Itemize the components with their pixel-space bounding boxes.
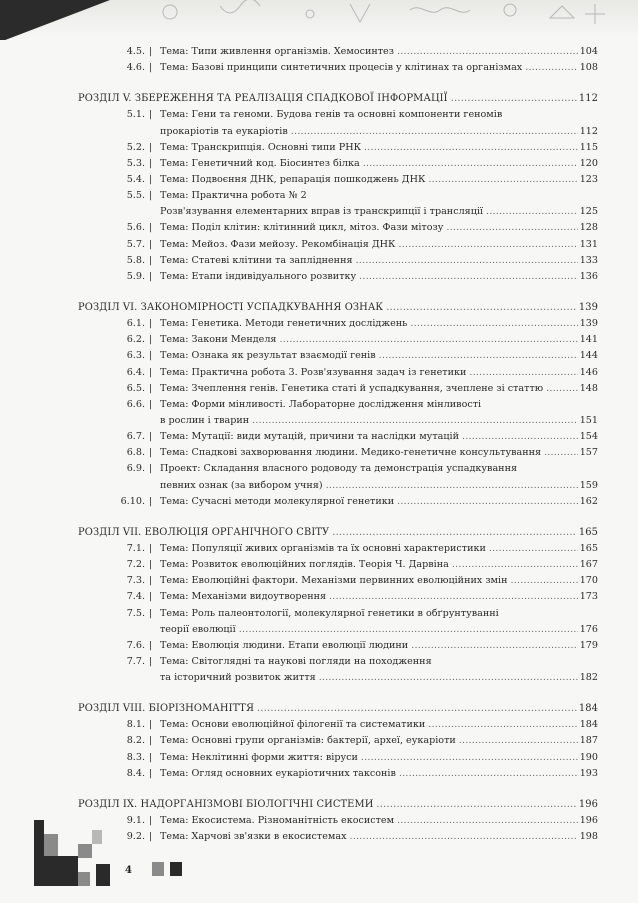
- toc-entry-title: Тема: Ознака як результат взаємодії генів: [160, 350, 376, 362]
- separator-bar: |: [149, 831, 153, 843]
- toc-page-number: 112: [578, 93, 598, 105]
- toc-entry-title: Тема: Огляд основних еукаріотичних таксонів: [160, 767, 396, 779]
- toc-entry-title: в рослин і тварин: [160, 414, 250, 426]
- toc-page-number: 141: [579, 334, 598, 346]
- toc-entry[interactable]: [78, 269, 598, 285]
- toc-entry-title: Тема: Популяції живих організмів та їх основні характеристики: [160, 542, 486, 554]
- toc-page-number: 165: [578, 526, 598, 538]
- toc-entry-line: [160, 606, 598, 622]
- toc-entry[interactable]: [78, 541, 598, 557]
- toc-entry-line: [160, 107, 598, 123]
- toc-page-number: 108: [579, 62, 598, 74]
- toc-entry-line: [78, 797, 598, 813]
- toc-page-number: 148: [579, 382, 598, 394]
- toc-page-number: 146: [579, 366, 598, 378]
- footer-block: [78, 872, 90, 886]
- toc-entry-continuation[interactable]: [78, 478, 598, 494]
- toc-entry-line: [160, 429, 598, 445]
- toc-entry-number: 6.1.: [126, 318, 145, 330]
- toc-entry[interactable]: [78, 348, 598, 364]
- footer-block: [170, 862, 182, 876]
- toc-entry-title: прокаріотів та еукаріотів: [160, 125, 288, 137]
- dot-leader: [546, 381, 578, 397]
- separator-bar: |: [149, 751, 153, 763]
- toc-entry-number: 8.3.: [126, 751, 145, 763]
- toc-entry-title: Тема: Роль палеонтології, молекулярної генетики в обґрунтуванні: [160, 607, 499, 619]
- footer-block: [92, 830, 102, 844]
- toc-entry-line: [160, 237, 598, 253]
- toc-entry[interactable]: [78, 557, 598, 573]
- toc-page-number: 115: [579, 141, 598, 153]
- toc-page-number: 123: [579, 173, 598, 185]
- toc-entry-title: Тема: Поділ клітин: клітинний цикл, мітоз. Фази мітозу: [160, 222, 444, 234]
- dot-leader: [239, 622, 578, 638]
- toc-page-number: 182: [579, 672, 598, 684]
- toc-entry-line: [160, 717, 598, 733]
- separator-bar: |: [149, 254, 153, 266]
- toc-page-number: 196: [578, 798, 598, 810]
- toc-entry-title: Тема: Еволюція людини. Етапи еволюції людини: [160, 639, 409, 651]
- toc-entry[interactable]: [78, 717, 598, 733]
- separator-bar: |: [149, 495, 153, 507]
- toc-entry-number: 6.2.: [126, 334, 145, 346]
- footer-block: [96, 864, 110, 886]
- separator-bar: |: [149, 350, 153, 362]
- toc-entry-line: [160, 573, 598, 589]
- toc-entry-number: 4.5.: [126, 46, 145, 57]
- toc-entry[interactable]: [78, 60, 598, 76]
- toc-entry-title: Тема: Генетичний код. Біосинтез білка: [160, 157, 360, 169]
- separator-bar: |: [149, 62, 153, 74]
- toc-section-heading[interactable]: [78, 701, 598, 717]
- toc-entry-line: [160, 478, 598, 494]
- toc-entry-line: [160, 172, 598, 188]
- separator-bar: |: [149, 157, 153, 169]
- toc-entry-line: [160, 445, 598, 461]
- toc-page-number: 187: [579, 735, 598, 747]
- separator-bar: |: [149, 318, 153, 330]
- separator-bar: |: [149, 398, 153, 410]
- toc-page-number: 120: [579, 157, 598, 169]
- toc-entry-number: 6.3.: [126, 350, 145, 362]
- toc-entry[interactable]: [78, 589, 598, 605]
- toc-page-number: 193: [579, 767, 598, 779]
- toc-entry[interactable]: [78, 332, 598, 348]
- dot-leader: [363, 156, 578, 172]
- decorative-header: [0, 0, 638, 40]
- separator-bar: |: [149, 270, 153, 282]
- dot-leader: [525, 60, 577, 76]
- toc-entry-number: 6.6.: [126, 398, 145, 410]
- toc-entry-number: 7.4.: [126, 591, 145, 603]
- toc-entry[interactable]: [78, 381, 598, 397]
- toc-entry-number: 5.1.: [126, 109, 145, 121]
- dot-leader: [452, 557, 578, 573]
- toc-entry-title: Тема: Гени та геноми. Будова генів та основні компоненти геномів: [160, 109, 503, 121]
- dot-leader: [376, 797, 576, 813]
- toc-page-number: 159: [579, 479, 598, 491]
- toc-entry[interactable]: [78, 750, 598, 766]
- dot-leader: [397, 494, 578, 510]
- dot-leader: [379, 348, 578, 364]
- page-number: 4: [125, 865, 132, 876]
- toc-page-number: 104: [579, 46, 598, 57]
- biology-doodles-icon: [130, 0, 630, 32]
- dot-leader: [361, 750, 578, 766]
- toc-entry[interactable]: [78, 638, 598, 654]
- toc-page-number: 136: [579, 270, 598, 282]
- dot-leader: [356, 253, 578, 269]
- toc-entry-line: [160, 220, 598, 236]
- toc-entry-title: Тема: Закони Менделя: [160, 334, 277, 346]
- dot-leader: [252, 413, 578, 429]
- toc-page-number: 157: [579, 447, 598, 459]
- toc-page-number: 131: [579, 238, 598, 250]
- toc-entry-number: 7.3.: [126, 575, 145, 587]
- toc-entry[interactable]: [78, 365, 598, 381]
- toc-entry-line: [160, 188, 598, 204]
- toc-entry-continuation[interactable]: [78, 124, 598, 140]
- toc-entry-number: 6.5.: [126, 382, 145, 394]
- toc-entry-line: [160, 44, 598, 60]
- toc-entry-title: Тема: Мейоз. Фази мейозу. Рекомбінація ДНК: [160, 238, 396, 250]
- dot-leader: [469, 365, 577, 381]
- dot-leader: [279, 332, 577, 348]
- toc-entry-number: 7.5.: [126, 607, 145, 619]
- toc-page-number: 151: [579, 414, 598, 426]
- toc-entry-line: [160, 541, 598, 557]
- toc-entry[interactable]: [78, 494, 598, 510]
- toc-entry-line: [160, 622, 598, 638]
- toc-entry-title: Тема: Статеві клітини та запліднення: [160, 254, 353, 266]
- toc-section-heading[interactable]: [78, 91, 598, 107]
- footer-block: [78, 844, 92, 858]
- toc-page-number: 139: [578, 301, 598, 313]
- toc-entry[interactable]: [78, 766, 598, 782]
- separator-bar: |: [149, 141, 153, 153]
- toc-entry-line: [78, 701, 598, 717]
- toc-entry-continuation[interactable]: [78, 204, 598, 220]
- toc-entry[interactable]: [78, 733, 598, 749]
- toc-page-number: 173: [579, 591, 598, 603]
- section-gap: [78, 782, 598, 797]
- toc-entry-line: [160, 766, 598, 782]
- toc-entry-number: 5.6.: [126, 222, 145, 234]
- toc-section-heading[interactable]: [78, 525, 598, 541]
- toc-entry-continuation[interactable]: [78, 670, 598, 686]
- separator-bar: |: [149, 767, 153, 779]
- toc-entry-line: [160, 269, 598, 285]
- dot-leader: [319, 670, 578, 686]
- separator-bar: |: [149, 382, 153, 394]
- toc-entry-line: [160, 670, 598, 686]
- toc-entry[interactable]: [78, 606, 598, 622]
- dot-leader: [329, 589, 578, 605]
- toc-entry-title: теорії еволюції: [160, 623, 236, 635]
- toc-entry-line: [160, 253, 598, 269]
- toc-entry-number: 7.2.: [126, 559, 145, 571]
- toc-entry[interactable]: [78, 156, 598, 172]
- toc-entry-title: Тема: Етапи індивідуального розвитку: [160, 270, 357, 282]
- dot-leader: [510, 573, 577, 589]
- toc-page-number: 198: [579, 831, 598, 843]
- toc-entry[interactable]: [78, 654, 598, 670]
- toc-entry[interactable]: [78, 44, 598, 60]
- dot-leader: [544, 445, 578, 461]
- toc-entry-title: Тема: Механізми видоутворення: [160, 591, 327, 603]
- separator-bar: |: [149, 334, 153, 346]
- toc-entry-line: [160, 733, 598, 749]
- dot-leader: [451, 91, 577, 107]
- toc-entry-title: Тема: Транскрипція. Основні типи РНК: [160, 141, 361, 153]
- toc-entry-number: 5.4.: [126, 173, 145, 185]
- dot-leader: [397, 44, 578, 60]
- section-gap: [78, 76, 598, 91]
- toc-entry-number: 8.2.: [126, 735, 145, 747]
- toc-entry-title: Тема: Світоглядні та наукові погляди на походження: [160, 655, 432, 667]
- toc-entry-number: 8.4.: [126, 767, 145, 779]
- toc-entry-line: [160, 413, 598, 429]
- separator-bar: |: [149, 109, 153, 121]
- toc-entry[interactable]: [78, 237, 598, 253]
- footer-block: [34, 820, 44, 856]
- toc-page-number: 144: [579, 350, 598, 362]
- toc-entry-number: 6.9.: [126, 463, 145, 475]
- toc-entry-line: [160, 381, 598, 397]
- footer-block: [44, 834, 58, 856]
- toc-entry-line: [160, 124, 598, 140]
- separator-bar: |: [149, 463, 153, 475]
- dot-leader: [410, 316, 577, 332]
- toc-entry-number: 5.3.: [126, 157, 145, 169]
- toc-page-number: 165: [579, 542, 598, 554]
- toc-page-number: 176: [579, 623, 598, 635]
- toc-entry[interactable]: [78, 573, 598, 589]
- dot-leader: [411, 638, 577, 654]
- dot-leader: [486, 204, 578, 220]
- page-footer: [0, 820, 638, 903]
- separator-bar: |: [149, 591, 153, 603]
- section-title: РОЗДІЛ VI. ЗАКОНОМІРНОСТІ УСПАДКУВАННЯ ОЗНАК: [78, 301, 384, 313]
- toc-entry-number: 5.7.: [126, 238, 145, 250]
- toc-entry-line: [160, 638, 598, 654]
- dot-leader: [489, 541, 578, 557]
- toc-entry-number: 6.7.: [126, 431, 145, 443]
- toc-entry-title: Тема: Подвоєння ДНК, репарація пошкоджень ДНК: [160, 173, 426, 185]
- toc-entry-line: [160, 140, 598, 156]
- toc-entry-title: Тема: Неклітинні форми життя: віруси: [160, 751, 358, 763]
- section-gap: [78, 285, 598, 300]
- toc-entry-title: Тема: Мутації: види мутацій, причини та наслідки мутацій: [160, 431, 459, 443]
- toc-page-number: 184: [579, 719, 598, 731]
- separator-bar: |: [149, 815, 153, 827]
- toc-page-number: 154: [579, 431, 598, 443]
- separator-bar: |: [149, 190, 153, 202]
- toc-entry-number: 5.5.: [126, 190, 145, 202]
- toc-entry-line: [160, 332, 598, 348]
- section-title: РОЗДІЛ VII. ЕВОЛЮЦІЯ ОРГАНІЧНОГО СВІТУ: [78, 526, 330, 538]
- dot-leader: [398, 237, 577, 253]
- toc-entry-number: 7.7.: [126, 655, 145, 667]
- toc-entry-line: [78, 300, 598, 316]
- toc-entry-title: Тема: Сучасні методи молекулярної генетики: [160, 495, 395, 507]
- toc-entry-continuation[interactable]: [78, 622, 598, 638]
- separator-bar: |: [149, 559, 153, 571]
- toc-entry-line: [160, 348, 598, 364]
- separator-bar: |: [149, 735, 153, 747]
- toc-entry-line: [160, 204, 598, 220]
- footer-block: [152, 862, 164, 876]
- separator-bar: |: [149, 222, 153, 234]
- toc-entry-number: 7.1.: [126, 542, 145, 554]
- section-gap: [78, 686, 598, 701]
- dot-leader: [446, 220, 577, 236]
- toc-entry-title: певних ознак (за вибором учня): [160, 479, 323, 491]
- toc-entry-number: 6.4.: [126, 366, 145, 378]
- toc-entry-line: [160, 397, 598, 413]
- section-title: РОЗДІЛ V. ЗБЕРЕЖЕННЯ ТА РЕАЛІЗАЦІЯ СПАДКОВОЇ ІНФОРМАЦІЇ: [78, 93, 448, 105]
- toc-entry-line: [160, 156, 598, 172]
- toc-entry-title: Тема: Базові принципи синтетичних процесів у клітинах та організмах: [160, 62, 523, 74]
- toc-entry-title: Тема: Спадкові захворювання людини. Медико-генетичне консультування: [160, 447, 542, 459]
- toc-page-number: 112: [579, 125, 598, 137]
- separator-bar: |: [149, 719, 153, 731]
- toc-entry-title: Тема: Генетика. Методи генетичних досліджень: [160, 318, 408, 330]
- toc-page-number: 125: [579, 206, 598, 218]
- toc-entry-line: [160, 654, 598, 670]
- toc-entry-title: Розв'язування елементарних вправ із транскрипції і трансляції: [160, 206, 484, 218]
- toc-entry[interactable]: [78, 140, 598, 156]
- toc-entry-line: [160, 316, 598, 332]
- section-gap: [78, 510, 598, 525]
- toc-entry-number: 5.8.: [126, 254, 145, 266]
- toc-page-number: 139: [579, 318, 598, 330]
- toc-section-heading[interactable]: [78, 300, 598, 316]
- toc-entry-title: Тема: Форми мінливості. Лабораторне дослідження мінливості: [160, 398, 482, 410]
- toc-entry-title: Тема: Еволюційні фактори. Механізми первинних еволюційних змін: [160, 575, 508, 587]
- separator-bar: |: [149, 238, 153, 250]
- toc-entry[interactable]: [78, 445, 598, 461]
- toc-entry-number: 9.1.: [126, 815, 145, 827]
- toc-entry[interactable]: [78, 220, 598, 236]
- toc-entry[interactable]: [78, 429, 598, 445]
- section-title: РОЗДІЛ IX. НАДОРГАНІЗМОВІ БІОЛОГІЧНІ СИСТЕМИ: [78, 798, 374, 810]
- toc-page-number: 170: [579, 575, 598, 587]
- toc-entry[interactable]: [78, 461, 598, 477]
- separator-bar: |: [149, 575, 153, 587]
- toc-entry-number: 8.1.: [126, 719, 145, 731]
- dot-leader: [428, 172, 577, 188]
- toc-page-number: 167: [579, 559, 598, 571]
- separator-bar: |: [149, 655, 153, 667]
- toc-entry-number: 6.10.: [120, 495, 145, 507]
- toc-entry-line: [160, 60, 598, 76]
- footer-block: [34, 856, 78, 886]
- section-title: РОЗДІЛ VIII. БІОРІЗНОМАНІТТЯ: [78, 703, 255, 715]
- toc-entry-line: [78, 91, 598, 107]
- toc-entry-title: Тема: Практична робота № 2: [160, 190, 307, 202]
- toc-entry-continuation[interactable]: [78, 413, 598, 429]
- toc-entry[interactable]: [78, 172, 598, 188]
- toc-entry-title: Проект: Складання власного родоводу та демонстрація успадкування: [160, 463, 518, 475]
- separator-bar: |: [149, 607, 153, 619]
- toc-entry-title: Тема: Практична робота 3. Розв'язування задач із генетики: [160, 366, 467, 378]
- toc-entry-line: [160, 365, 598, 381]
- dot-leader: [359, 269, 578, 285]
- separator-bar: |: [149, 447, 153, 459]
- toc-page-number: 190: [579, 751, 598, 763]
- toc-entry-title: Тема: Розвиток еволюційних поглядів. Теорія Ч. Дарвіна: [160, 559, 449, 571]
- toc-entry-title: Тема: Зчеплення генів. Генетика статі й успадкування, зчеплене зі статтю: [160, 382, 544, 394]
- toc-entry-title: Тема: Основи еволюційної філогенії та систематики: [160, 719, 426, 731]
- toc-entry-title: Тема: Основні групи організмів: бактерії, археї, еукаріоти: [160, 735, 456, 747]
- toc-page-number: 162: [579, 495, 598, 507]
- toc-entry[interactable]: [78, 397, 598, 413]
- separator-bar: |: [149, 366, 153, 378]
- dot-leader: [399, 766, 578, 782]
- toc-entry-line: [78, 525, 598, 541]
- dot-leader: [257, 701, 577, 717]
- toc-entry-number: 5.2.: [126, 141, 145, 153]
- toc-entry-number: 9.2.: [126, 831, 145, 843]
- toc-entry-line: [160, 494, 598, 510]
- toc-entry-title: Тема: Екосистема. Різноманітність екосистем: [160, 815, 395, 827]
- toc-entry-line: [160, 589, 598, 605]
- dot-leader: [386, 300, 577, 316]
- toc-page-number: 196: [579, 815, 598, 827]
- dot-leader: [364, 140, 578, 156]
- toc-entry-number: 6.8.: [126, 447, 145, 459]
- toc-entry-title: Тема: Харчові зв'язки в екосистемах: [160, 831, 347, 843]
- toc-entry-title: та історичний розвиток життя: [160, 672, 316, 684]
- separator-bar: |: [149, 431, 153, 443]
- separator-bar: |: [149, 542, 153, 554]
- toc-entry[interactable]: [78, 253, 598, 269]
- toc-section-heading[interactable]: [78, 797, 598, 813]
- toc-page-number: 184: [578, 703, 598, 715]
- dot-leader: [332, 525, 577, 541]
- dot-leader: [291, 124, 578, 140]
- toc-entry[interactable]: [78, 188, 598, 204]
- separator-bar: |: [149, 46, 153, 57]
- toc-page-number: 133: [579, 254, 598, 266]
- toc-page-number: 128: [579, 222, 598, 234]
- toc-entry-number: 4.6.: [126, 62, 145, 74]
- toc-entry-line: [160, 557, 598, 573]
- dot-leader: [326, 478, 578, 494]
- toc-page-number: 179: [579, 639, 598, 651]
- toc-entry[interactable]: [78, 316, 598, 332]
- separator-bar: |: [149, 639, 153, 651]
- toc-entry-number: 5.9.: [126, 270, 145, 282]
- dot-leader: [428, 717, 577, 733]
- dot-leader: [462, 429, 578, 445]
- toc-entry-line: [160, 461, 598, 477]
- toc-entry-line: [160, 750, 598, 766]
- toc-entry-title: Тема: Типи живлення організмів. Хемосинтез: [160, 46, 394, 57]
- toc-entry-number: 7.6.: [126, 639, 145, 651]
- separator-bar: |: [149, 173, 153, 185]
- dot-leader: [459, 733, 578, 749]
- table-of-contents: [78, 44, 598, 845]
- toc-entry[interactable]: [78, 107, 598, 123]
- corner-triangle: [0, 0, 110, 40]
